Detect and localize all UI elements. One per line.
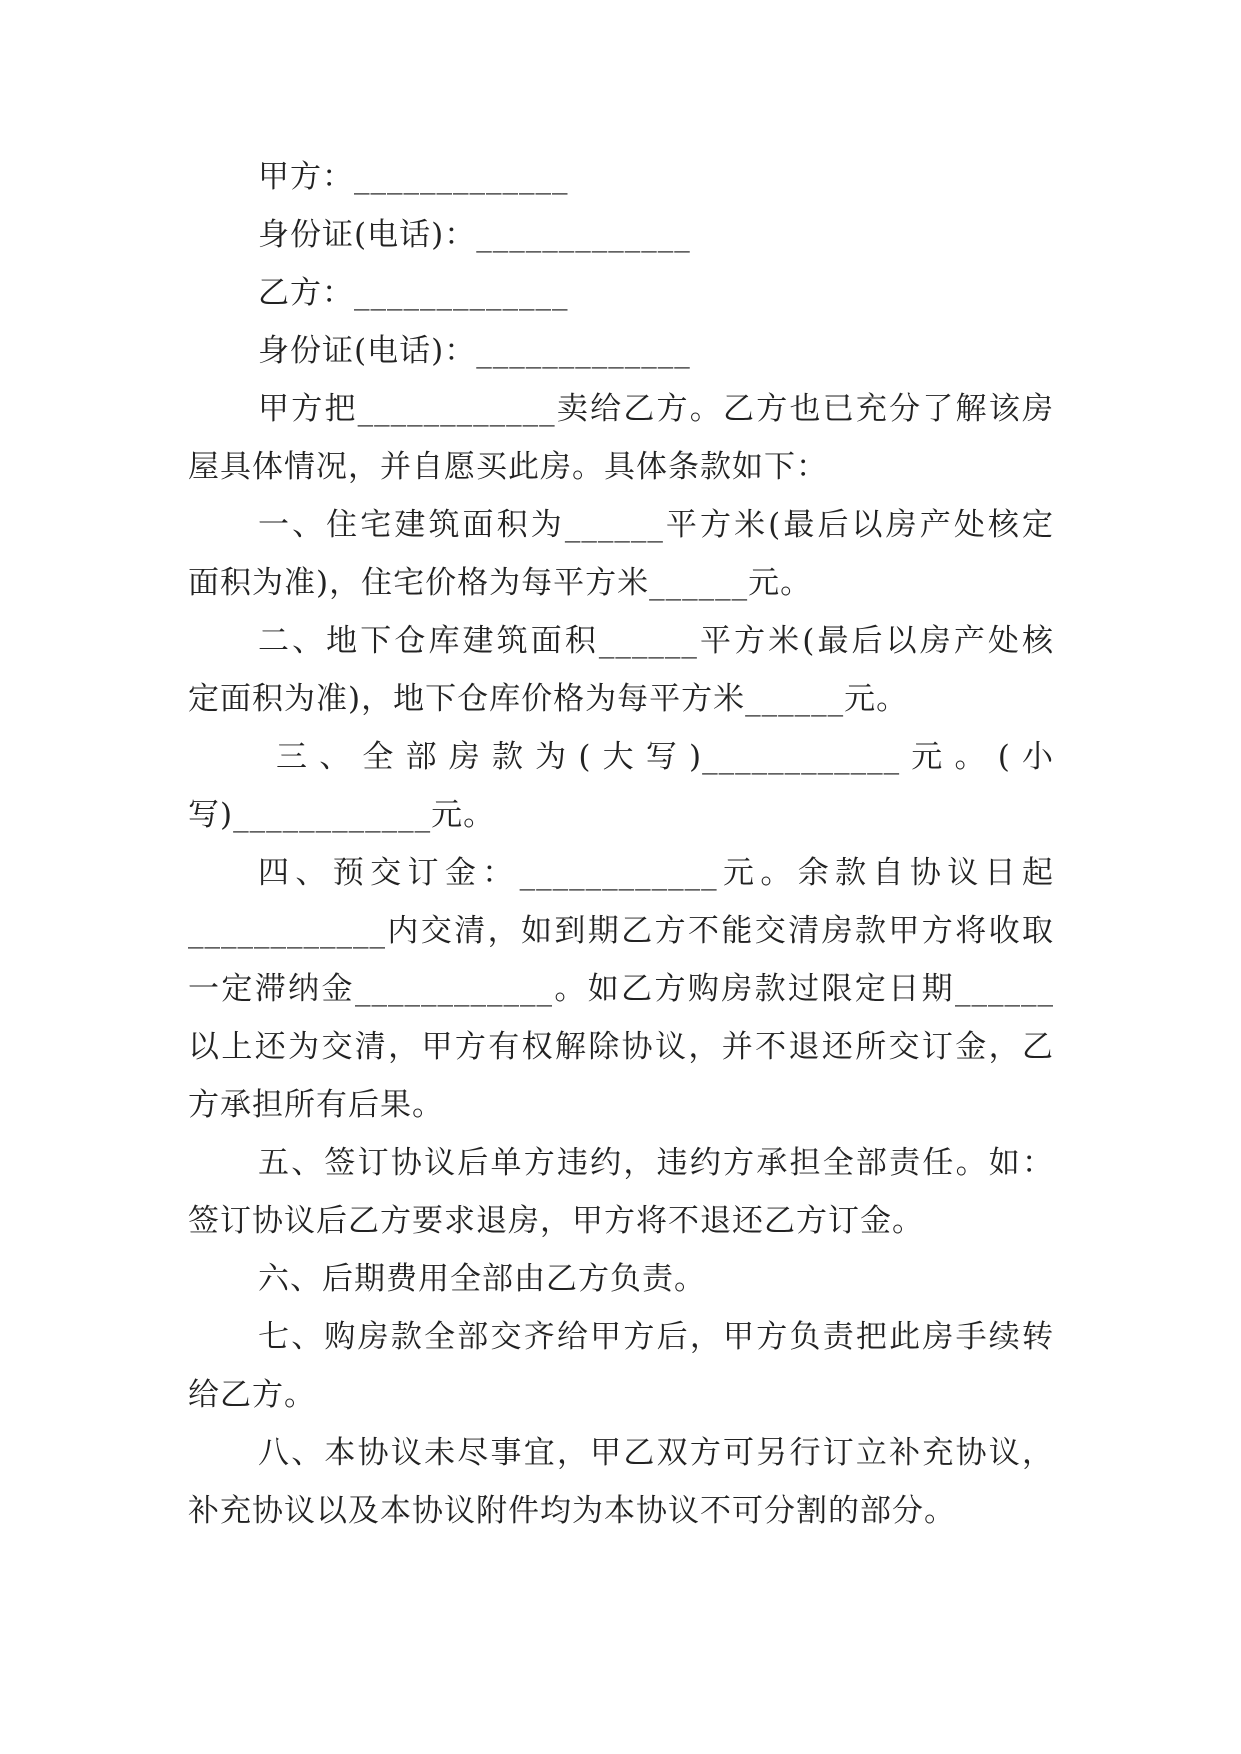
clause-1-line-1: 一、住宅建筑面积为______平方米(最后以房产处核定 [258,507,1054,543]
party-b-line: 乙方：_____________ [258,275,569,311]
clause-7-line-1: 七、购房款全部交齐给甲方后，甲方负责把此房手续转 [258,1319,1054,1355]
clause-3-line-2: 写)____________元。 [188,797,496,833]
clause-4-line-4: 以上还为交清，甲方有权解除协议，并不退还所交订金，乙 [188,1029,1054,1065]
clause-7-line-2: 给乙方。 [188,1377,316,1413]
party-a-line: 甲方：_____________ [258,159,569,195]
clause-5-line-2: 签订协议后乙方要求退房，甲方将不退还乙方订金。 [188,1203,924,1239]
intro-line-1: 甲方把____________卖给乙方。乙方也已充分了解该房 [258,391,1054,427]
clause-4-line-3: 一定滞纳金____________。如乙方购房款过限定日期______ [188,971,1054,1007]
clause-2-line-1: 二、地下仓库建筑面积______平方米(最后以房产处核 [258,623,1054,659]
clause-2-line-2: 定面积为准)，地下仓库价格为每平方米______元。 [188,681,909,717]
clause-4-line-2: ____________内交清，如到期乙方不能交清房款甲方将收取 [188,913,1054,949]
intro-line-2: 屋具体情况，并自愿买此房。具体条款如下： [188,449,828,485]
clause-5-line-1: 五、签订协议后单方违约，违约方承担全部责任。如： [258,1145,1054,1181]
clause-1-line-2: 面积为准)，住宅价格为每平方米______元。 [188,565,813,601]
clause-6-line: 六、后期费用全部由乙方负责。 [258,1261,706,1297]
clause-4-line-1: 四、预交订金：____________元。余款自协议日起 [258,855,1054,891]
clause-4-line-5: 方承担所有后果。 [188,1087,444,1123]
document-page [188,148,1054,1540]
clause-3-line-1: 三、全部房款为(大写)____________元。(小 [276,739,1054,775]
party-a-id-line: 身份证(电话)：_____________ [258,217,691,253]
party-b-id-line: 身份证(电话)：_____________ [258,333,691,369]
clause-8-line-1: 八、本协议未尽事宜，甲乙双方可另行订立补充协议， [258,1435,1054,1471]
clause-8-line-2: 补充协议以及本协议附件均为本协议不可分割的部分。 [188,1493,956,1529]
